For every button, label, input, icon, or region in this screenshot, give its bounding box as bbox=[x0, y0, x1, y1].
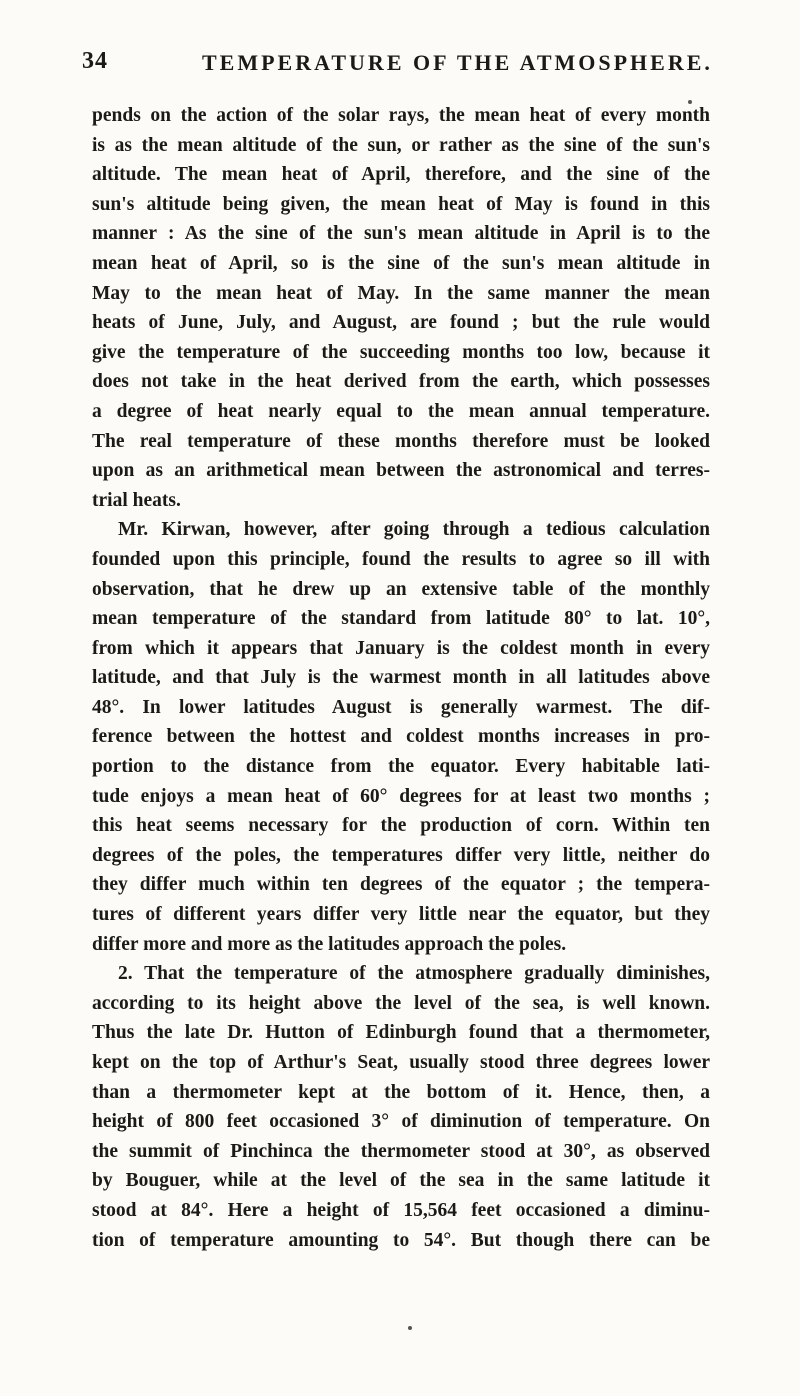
text-line: portion to the distance from the equator. Every habitable lati- bbox=[92, 756, 710, 778]
text-line: sun's altitude being given, the mean heat of May is found in this bbox=[92, 193, 710, 215]
text-line: according to its height above the level of the sea, is well known. bbox=[92, 992, 710, 1014]
text-line: is as the mean altitude of the sun, or rather as the sine of the sun's bbox=[92, 134, 710, 156]
body-text bbox=[92, 101, 710, 1255]
text-line: trial heats. bbox=[92, 489, 181, 511]
text-line: 48°. In lower latitudes August is generally warmest. The dif- bbox=[92, 696, 710, 718]
text-line: pends on the action of the solar rays, the mean heat of every month bbox=[92, 105, 710, 126]
text-line: a degree of heat nearly equal to the mean annual temperature. bbox=[92, 400, 710, 422]
ink-speck bbox=[688, 100, 692, 104]
text-line: kept on the top of Arthur's Seat, usually stood three degrees lower bbox=[92, 1052, 710, 1073]
text-line: latitude, and that July is the warmest month in all latitudes above bbox=[92, 667, 710, 689]
text-line: from which it appears that January is the coldest month in every bbox=[92, 637, 710, 659]
text-line: May to the mean heat of May. In the same manner the mean bbox=[92, 282, 710, 304]
text-line: does not take in the heat derived from the earth, which possesses bbox=[92, 371, 710, 393]
text-line: height of 800 feet occasioned 3° of diminution of temperature. On bbox=[92, 1111, 710, 1133]
text-line: altitude. The mean heat of April, therefore, and the sine of the bbox=[92, 164, 710, 186]
text-line: give the temperature of the succeeding months too low, because it bbox=[92, 341, 710, 363]
text-line: this heat seems necessary for the production of corn. Within ten bbox=[92, 815, 710, 837]
ink-speck bbox=[408, 1326, 412, 1330]
text-line: stood at 84°. Here a height of 15,564 feet occasioned a diminu- bbox=[92, 1199, 710, 1221]
page-number: 34 bbox=[82, 48, 108, 74]
text-line: by Bouguer, while at the level of the sea in the same latitude it bbox=[92, 1170, 710, 1192]
text-line: Thus the late Dr. Hutton of Edinburgh found that a thermometer, bbox=[92, 1022, 710, 1044]
text-line: tion of temperature amounting to 54°. But though there can be bbox=[92, 1229, 710, 1251]
text-line: degrees of the poles, the temperatures differ very little, neither do bbox=[92, 844, 710, 866]
text-line: The real temperature of these months therefore must be looked bbox=[92, 430, 710, 452]
text-line: manner : As the sine of the sun's mean altitude in April is to the bbox=[92, 223, 710, 245]
text-line: than a thermometer kept at the bottom of it. Hence, then, a bbox=[92, 1081, 710, 1103]
text-line: observation, that he drew up an extensive table of the monthly bbox=[92, 578, 710, 600]
text-line: the summit of Pinchinca the thermometer stood at 30°, as observed bbox=[92, 1140, 710, 1162]
text-line: upon as an arithmetical mean between the astronomical and terres- bbox=[92, 460, 710, 482]
text-line: mean heat of April, so is the sine of the sun's mean altitude in bbox=[92, 252, 710, 274]
text-line: differ more and more as the latitudes approach the poles. bbox=[92, 933, 567, 955]
text-line: they differ much within ten degrees of the equator ; the tempera- bbox=[92, 874, 710, 896]
text-line: Mr. Kirwan, however, after going through a tedious calculation bbox=[118, 519, 710, 541]
text-line: 2. That the temperature of the atmosphere gradually diminishes, bbox=[118, 963, 710, 985]
text-line: founded upon this principle, found the results to agree so ill with bbox=[92, 548, 710, 570]
running-head: TEMPERATURE OF THE ATMOSPHERE. bbox=[202, 50, 713, 75]
text-line: ference between the hottest and coldest months increases in pro- bbox=[92, 726, 710, 748]
text-line: tude enjoys a mean heat of 60° degrees for at least two months ; bbox=[92, 785, 710, 807]
text-line: heats of June, July, and August, are found ; but the rule would bbox=[92, 312, 710, 334]
text-line: mean temperature of the standard from latitude 80° to lat. 10°, bbox=[92, 608, 710, 630]
page-header bbox=[82, 48, 722, 84]
text-line: tures of different years differ very little near the equator, but they bbox=[92, 904, 710, 926]
